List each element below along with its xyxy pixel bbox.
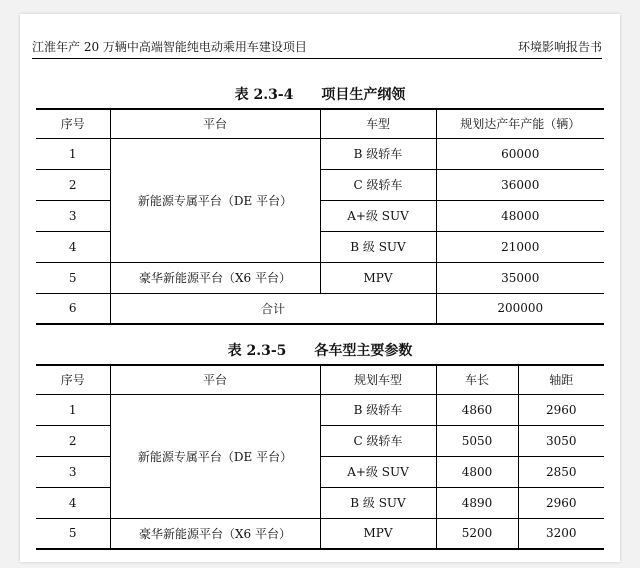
row-model: B 级 SUV xyxy=(320,231,436,262)
row-capacity: 35000 xyxy=(436,262,604,293)
table2-header-model: 规划车型 xyxy=(320,365,436,394)
row-wheelbase: 3200 xyxy=(518,518,604,549)
row-platform: 豪华新能源平台（X6 平台） xyxy=(110,518,320,549)
row-wheelbase: 2960 xyxy=(518,394,604,425)
row-platform: 豪华新能源平台（X6 平台） xyxy=(110,262,320,293)
row-model: B 级轿车 xyxy=(320,394,436,425)
row-wheelbase: 3050 xyxy=(518,425,604,456)
page-header xyxy=(32,38,602,59)
table2-header-no: 序号 xyxy=(36,365,110,394)
header-report-type: 环境影响报告书 xyxy=(517,40,602,54)
table-row xyxy=(36,518,604,549)
header-project-title: 江淮年产 20 万辆中高端智能纯电动乘用车建设项目 xyxy=(32,40,307,54)
row-capacity: 21000 xyxy=(436,231,604,262)
total-no: 6 xyxy=(36,293,110,324)
row-no: 2 xyxy=(36,425,110,456)
table1-caption xyxy=(20,84,620,104)
row-model: MPV xyxy=(320,262,436,293)
document-page xyxy=(20,14,620,562)
row-wheelbase: 2850 xyxy=(518,456,604,487)
table-row xyxy=(36,138,604,169)
table1-header-capacity: 规划达产年产能（辆） xyxy=(436,109,604,138)
row-no: 5 xyxy=(36,262,110,293)
row-model: B 级轿车 xyxy=(320,138,436,169)
table2-header-platform: 平台 xyxy=(110,365,320,394)
table1-number: 表 2.3-4 xyxy=(234,87,294,103)
row-platform: 新能源专属平台（DE 平台） xyxy=(110,394,320,518)
row-capacity: 60000 xyxy=(436,138,604,169)
table1-header-no: 序号 xyxy=(36,109,110,138)
row-no: 3 xyxy=(36,200,110,231)
row-no: 5 xyxy=(36,518,110,549)
production-table xyxy=(36,108,604,325)
row-model: B 级 SUV xyxy=(320,487,436,518)
row-no: 1 xyxy=(36,394,110,425)
row-no: 1 xyxy=(36,138,110,169)
table-row xyxy=(36,262,604,293)
table1-header-platform: 平台 xyxy=(110,109,320,138)
total-capacity: 200000 xyxy=(436,293,604,324)
table1-header-model: 车型 xyxy=(320,109,436,138)
row-length: 5200 xyxy=(436,518,518,549)
row-model: MPV xyxy=(320,518,436,549)
row-no: 2 xyxy=(36,169,110,200)
table2-title: 各车型主要参数 xyxy=(314,343,413,359)
table-row xyxy=(36,394,604,425)
table2-number: 表 2.3-5 xyxy=(227,343,287,359)
total-row xyxy=(36,293,604,324)
table1-title: 项目生产纲领 xyxy=(321,87,406,103)
table2-header-wheelbase: 轴距 xyxy=(518,365,604,394)
row-length: 5050 xyxy=(436,425,518,456)
vehicle-parameters-table xyxy=(36,364,604,550)
row-capacity: 36000 xyxy=(436,169,604,200)
row-no: 4 xyxy=(36,487,110,518)
row-model: A+级 SUV xyxy=(320,456,436,487)
row-model: C 级轿车 xyxy=(320,425,436,456)
row-model: A+级 SUV xyxy=(320,200,436,231)
total-label: 合计 xyxy=(110,293,436,324)
table2-header-length: 车长 xyxy=(436,365,518,394)
row-length: 4800 xyxy=(436,456,518,487)
row-wheelbase: 2960 xyxy=(518,487,604,518)
table2-caption xyxy=(20,340,620,360)
row-no: 3 xyxy=(36,456,110,487)
row-no: 4 xyxy=(36,231,110,262)
row-length: 4860 xyxy=(436,394,518,425)
row-platform: 新能源专属平台（DE 平台） xyxy=(110,138,320,262)
row-length: 4890 xyxy=(436,487,518,518)
row-model: C 级轿车 xyxy=(320,169,436,200)
row-capacity: 48000 xyxy=(436,200,604,231)
